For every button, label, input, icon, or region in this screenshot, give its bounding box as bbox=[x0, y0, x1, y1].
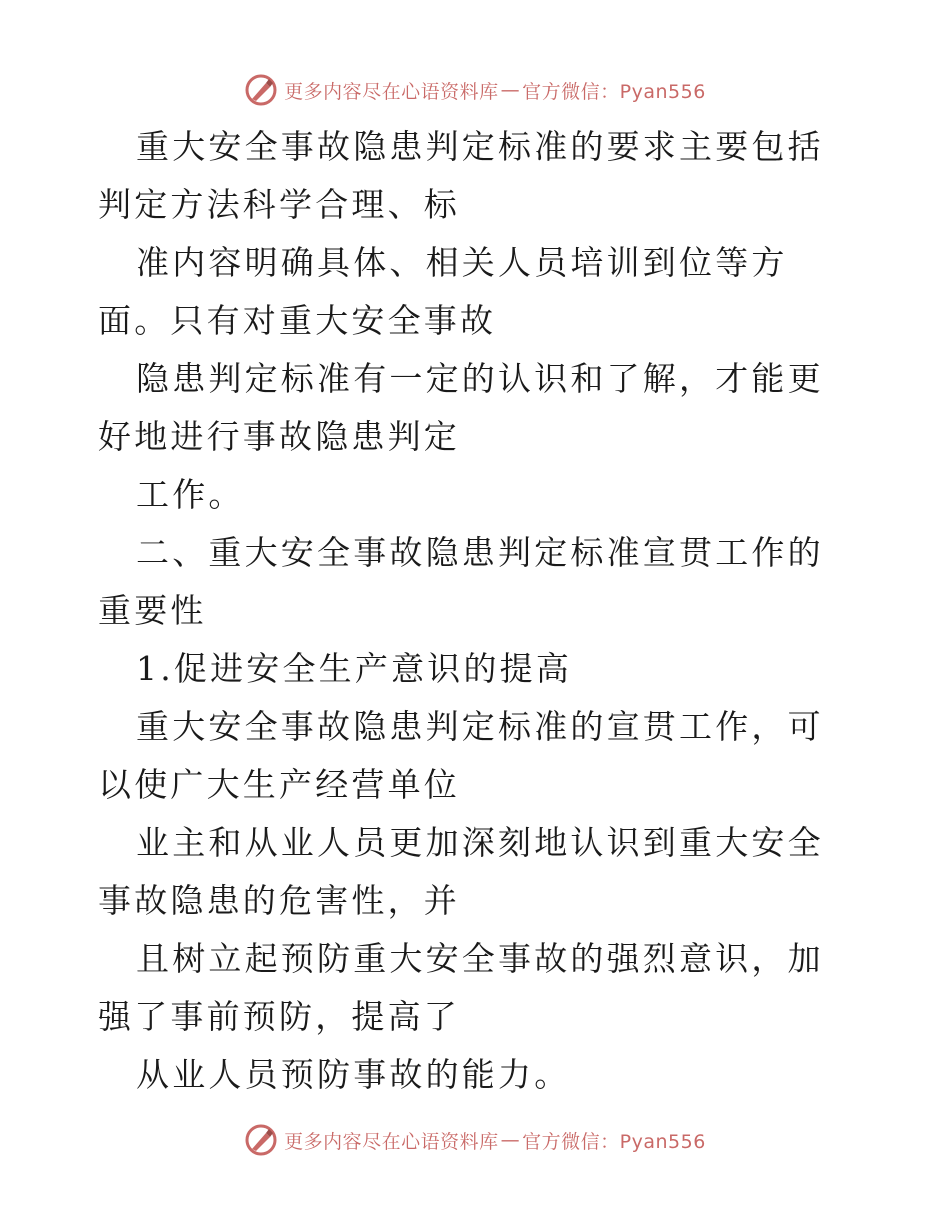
pen-logo-icon bbox=[244, 1123, 278, 1157]
subsection-heading: 1.促进安全生产意识的提高 bbox=[136, 649, 573, 688]
paragraph-4: 工作。 bbox=[136, 475, 245, 514]
pen-logo-icon bbox=[244, 73, 278, 107]
banner-text: 更多内容尽在心语资料库 bbox=[284, 80, 499, 103]
banner-wechat: 官方微信：Pyan556 bbox=[522, 1130, 706, 1153]
paragraph-7: 重大安全事故隐患判定标准的宣贯工作，可以使广大生产经营单位 bbox=[98, 707, 824, 804]
section-heading: 二、重大安全事故隐患判定标准宣贯工作的重要性 bbox=[98, 533, 824, 630]
paragraph-2: 准内容明确具体、相关人员培训到位等方面。只有对重大安全事故 bbox=[98, 243, 788, 340]
banner-text: 更多内容尽在心语资料库 bbox=[284, 1130, 499, 1153]
banner-wechat: 官方微信：Pyan556 bbox=[522, 80, 706, 103]
header-banner bbox=[0, 70, 950, 110]
footer-banner bbox=[0, 1120, 950, 1160]
paragraph-10: 从业人员预防事故的能力。 bbox=[136, 1055, 571, 1094]
paragraph-3: 隐患判定标准有一定的认识和了解，才能更好地进行事故隐患判定 bbox=[98, 359, 824, 456]
paragraph-9: 且树立起预防重大安全事故的强烈意识，加强了事前预防，提高了 bbox=[98, 939, 824, 1036]
banner-separator: — bbox=[500, 79, 521, 101]
paragraph-8: 业主和从业人员更加深刻地认识到重大安全事故隐患的危害性，并 bbox=[98, 823, 824, 920]
paragraph-1: 重大安全事故隐患判定标准的要求主要包括判定方法科学合理、标 bbox=[98, 127, 824, 224]
banner-separator: — bbox=[500, 1129, 521, 1151]
document-body bbox=[98, 118, 858, 1104]
